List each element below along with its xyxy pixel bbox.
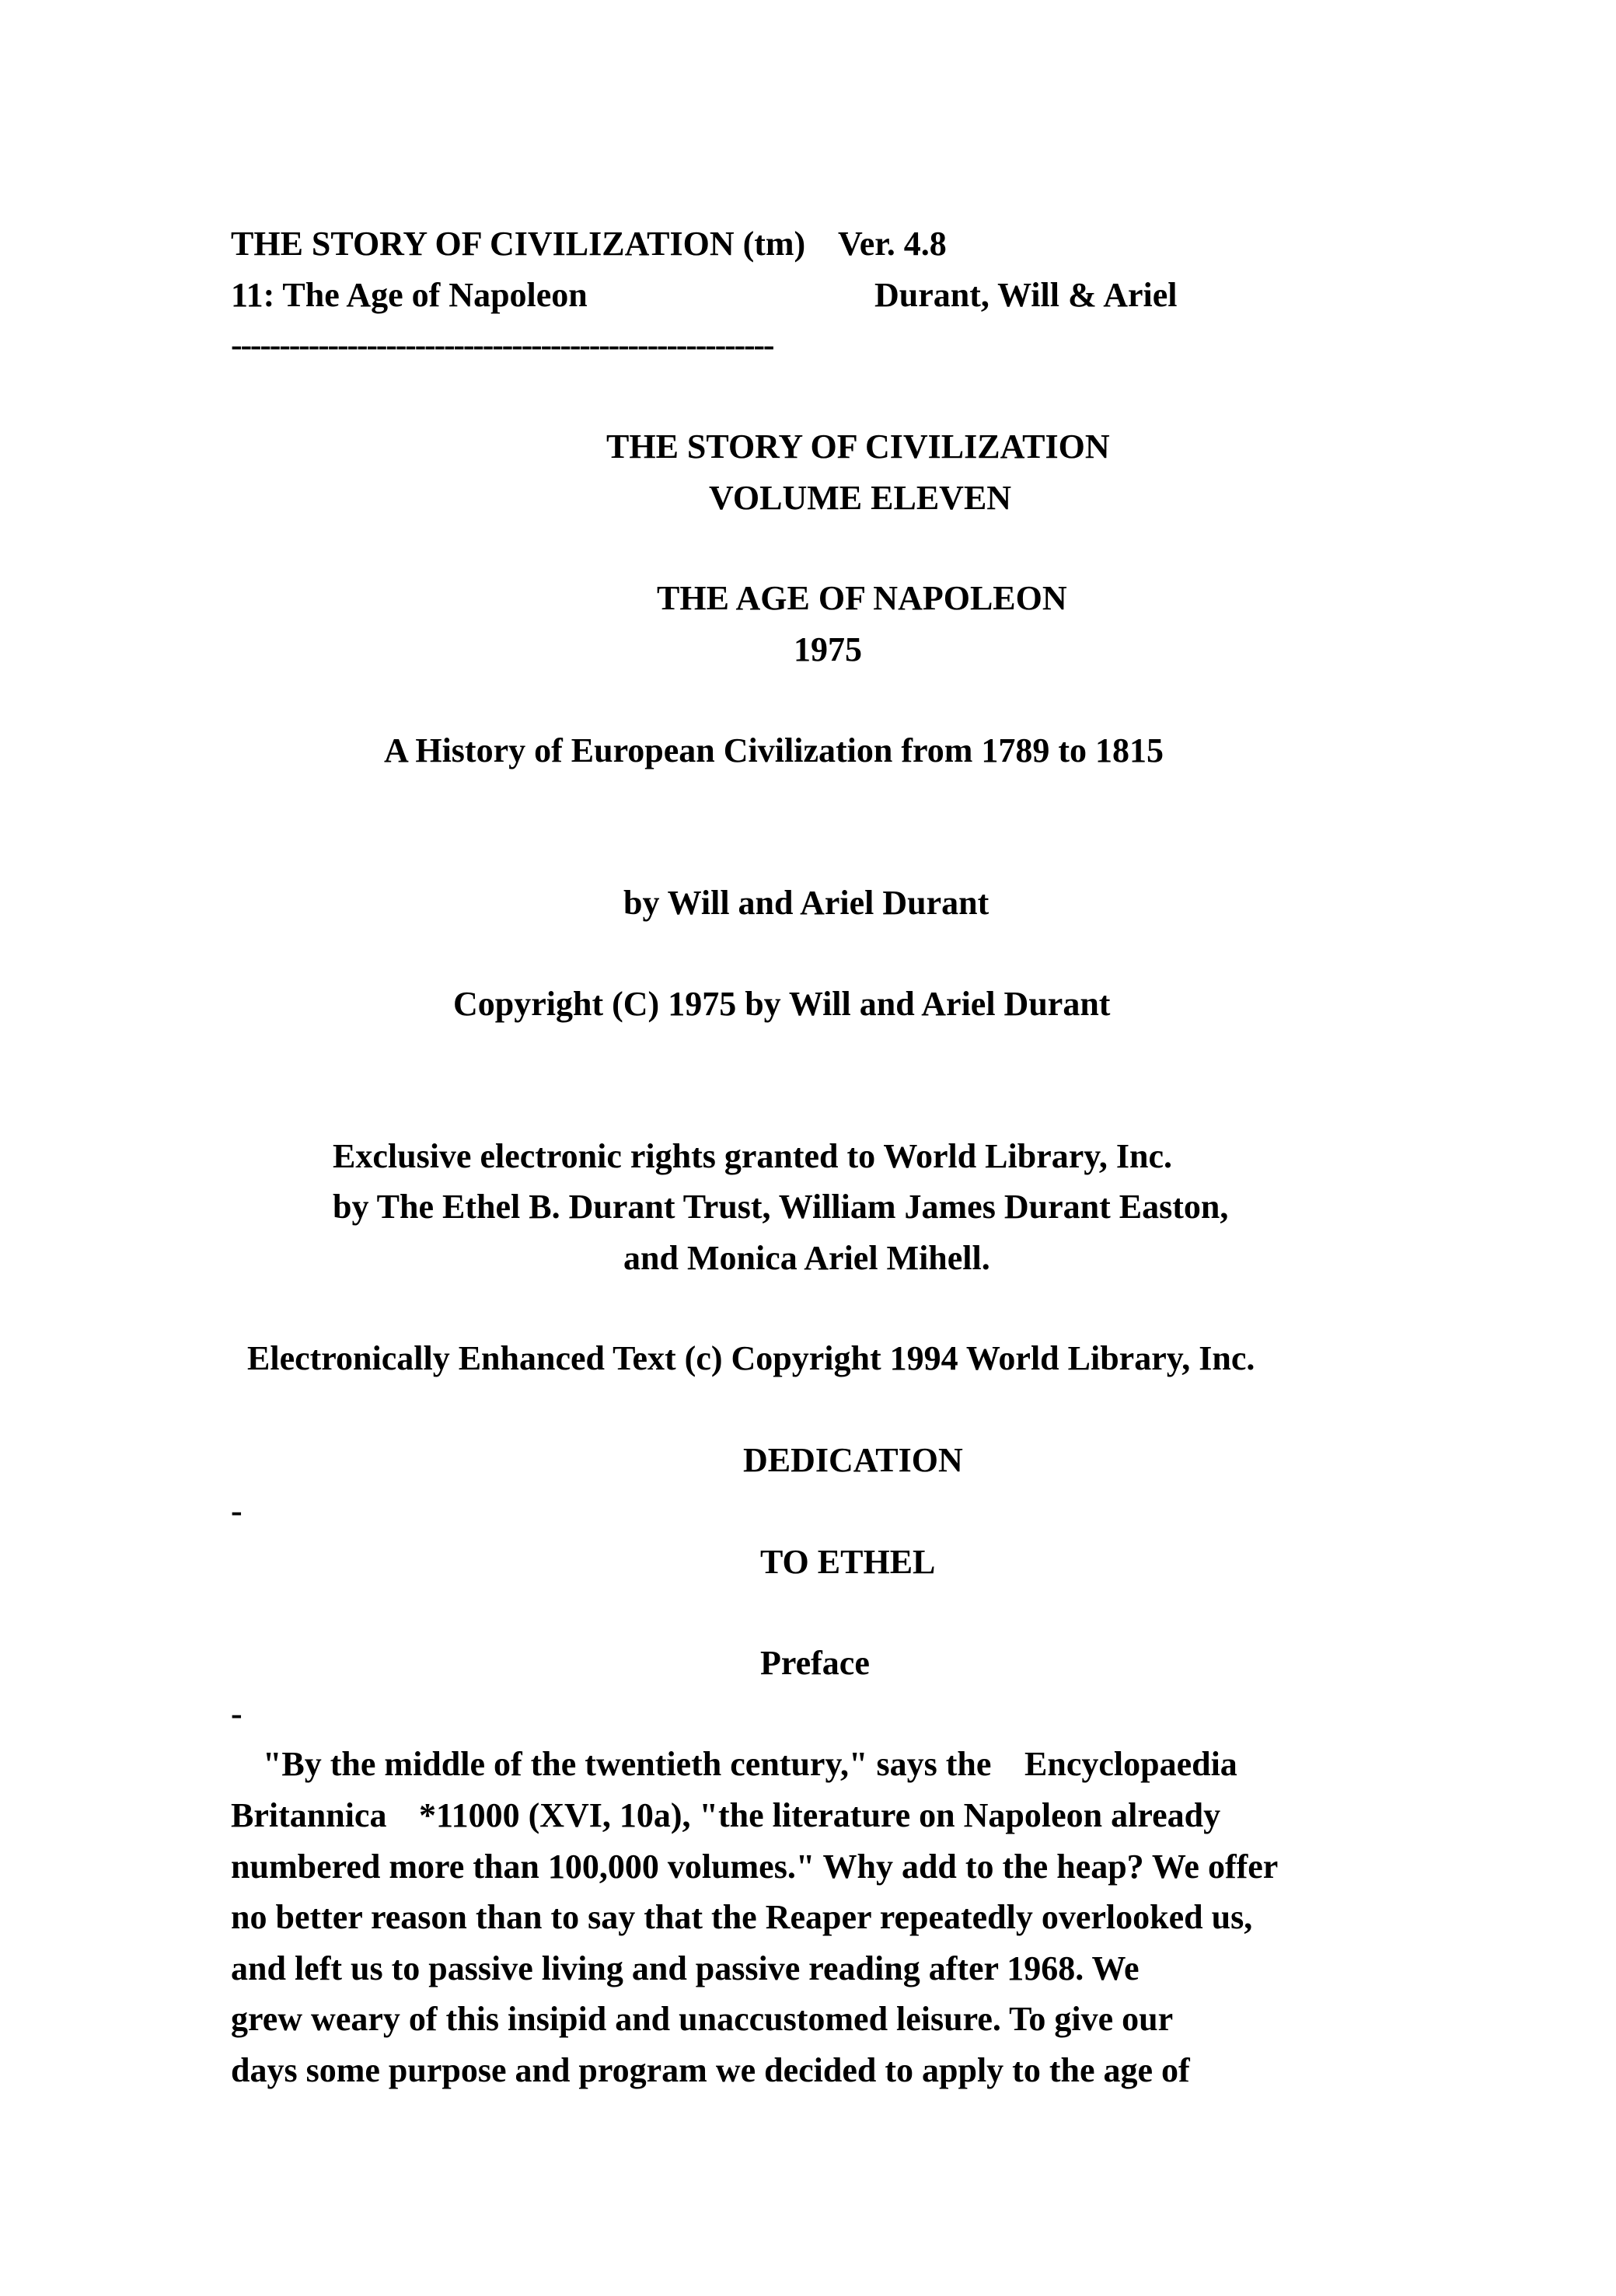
rights-line-1: Exclusive electronic rights granted to World Library, Inc.: [333, 1137, 1172, 1175]
book-title: THE AGE OF NAPOLEON: [657, 579, 1067, 617]
preface-line-3: numbered more than 100,000 volumes." Why add to the heap? We offer: [231, 1848, 1279, 1886]
preface-line-6: grew weary of this insipid and unaccustomed leisure. To give our: [231, 2000, 1174, 2038]
preface-line-1a: "By the middle of the twentieth century," says the: [263, 1745, 992, 1783]
rights-line-3: and Monica Ariel Mihell.: [623, 1239, 990, 1277]
series-title-header: THE STORY OF CIVILIZATION (tm): [231, 225, 806, 263]
authors-header: Durant, Will & Ariel: [874, 276, 1178, 314]
volume-number: VOLUME ELEVEN: [709, 479, 1012, 517]
header-separator: --------------------------------------------------------: [231, 326, 773, 364]
preface-line-4: no better reason than to say that the Reaper repeatedly overlooked us,: [231, 1898, 1253, 1936]
dedication-heading: DEDICATION: [743, 1441, 963, 1479]
preface-marker: -: [231, 1694, 243, 1732]
dedication-marker: -: [231, 1492, 243, 1530]
copyright-notice: Copyright (C) 1975 by Will and Ariel Durant: [453, 985, 1111, 1023]
enhanced-text-notice: Electronically Enhanced Text (c) Copyright 1994 World Library, Inc.: [247, 1339, 1255, 1377]
rights-line-2: by The Ethel B. Durant Trust, William James Durant Easton,: [333, 1188, 1229, 1226]
dedication-text: TO ETHEL: [760, 1543, 936, 1581]
series-title: THE STORY OF CIVILIZATION: [606, 427, 1110, 466]
preface-line-2b: *11000 (XVI, 10a), "the literature on Napoleon already: [419, 1796, 1221, 1834]
preface-line-1b: Encyclopaedia: [1024, 1745, 1237, 1783]
byline: by Will and Ariel Durant: [623, 884, 989, 922]
preface-line-7: days some purpose and program we decided to apply to the age of: [231, 2051, 1190, 2089]
preface-line-2a: Britannica: [231, 1796, 387, 1834]
volume-title-header: 11: The Age of Napoleon: [231, 276, 588, 314]
version-label: Ver. 4.8: [838, 225, 947, 263]
publication-year: 1975: [794, 630, 862, 668]
preface-line-5: and left us to passive living and passive reading after 1968. We: [231, 1949, 1140, 1987]
book-subtitle: A History of European Civilization from 1789 to 1815: [384, 731, 1164, 769]
preface-heading: Preface: [760, 1644, 870, 1682]
